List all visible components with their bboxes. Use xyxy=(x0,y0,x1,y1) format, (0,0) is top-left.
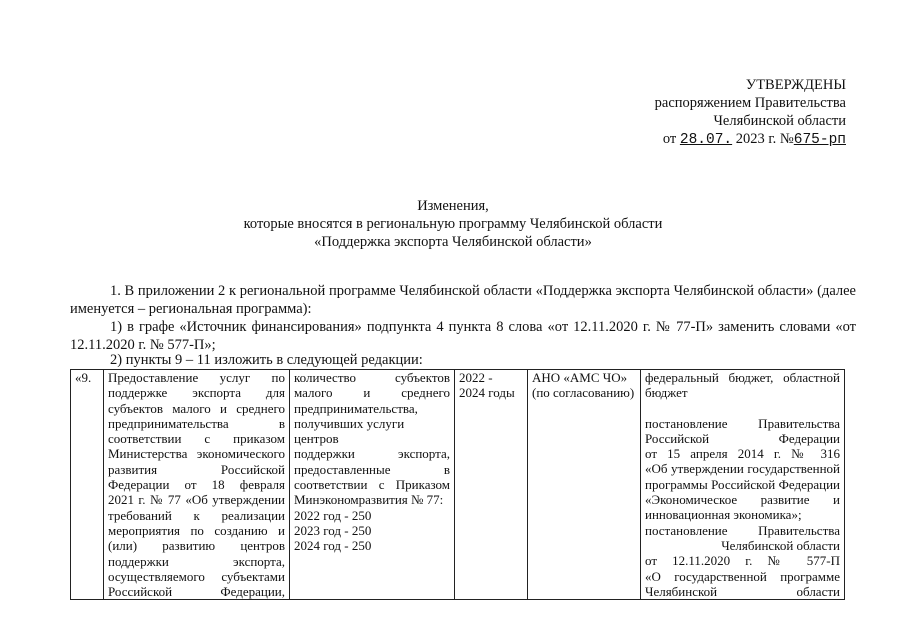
approval-number: 675-рп xyxy=(793,132,846,148)
paragraph-2: 1) в графе «Источник финансирования» подпункта 4 пункта 8 слова «от 12.11.2020 г. № 77-П» заменить словами «от 12.11.2020 г. № 577-П»; xyxy=(70,319,856,353)
document-title xyxy=(0,197,906,251)
approval-line-2: Челябинской области xyxy=(713,113,846,129)
approval-date-prefix: от xyxy=(662,131,677,147)
activity-line: требований к реализации xyxy=(108,507,285,523)
title-line-3: «Поддержка экспорта Челябинской области» xyxy=(314,234,592,250)
legal-line: «Об утверждении государственной xyxy=(645,461,840,477)
indicator-value-2022: 2022 год - 250 xyxy=(294,507,372,523)
approval-heading: УТВЕРЖДЕНЫ xyxy=(745,77,846,93)
title-line-1: Изменения, xyxy=(417,198,489,214)
legal-line: «Экономическое развитие и xyxy=(645,492,840,508)
activity-line: субъектов малого и среднего xyxy=(108,400,285,416)
indicator-line: предоставленные в xyxy=(294,461,450,477)
indicator-value-2024: 2024 год - 250 xyxy=(294,538,372,554)
funding-line: бюджет xyxy=(645,385,688,401)
paragraph-3: 2) пункты 9 – 11 изложить в следующей редакции: xyxy=(110,352,423,368)
legal-line: инновационная экономика»; xyxy=(645,507,802,523)
indicator-value-2023: 2023 год - 250 xyxy=(294,522,372,538)
legal-line: Российской Федерации xyxy=(645,430,840,446)
approval-line-1: распоряжением Правительства xyxy=(654,95,846,111)
activity-line: 2021 г. № 77 «Об утверждении xyxy=(108,492,285,508)
activity-line: Российской Федерации, xyxy=(108,584,285,600)
activity-line: предпринимательства в xyxy=(108,415,285,431)
activity-line: Министерства экономического xyxy=(108,446,285,462)
title-line-2: которые вносятся в региональную программу Челябинской области xyxy=(243,216,663,232)
cell-period xyxy=(455,370,528,600)
program-table xyxy=(70,369,845,600)
legal-line: постановление Правительства xyxy=(645,415,840,431)
item-number: «9. xyxy=(75,370,92,385)
activity-line: соответствии с приказом xyxy=(108,431,285,447)
indicator-line: малого и среднего xyxy=(294,385,450,401)
spacer xyxy=(645,401,840,416)
activity-line: поддержки экспорта, xyxy=(108,553,285,569)
indicator-line: поддержки экспорта, xyxy=(294,446,450,462)
indicator-line: Минэкономразвития № 77: xyxy=(294,492,444,508)
cell-indicator xyxy=(290,370,455,600)
legal-line: от 12.11.2020 г. № 577-П xyxy=(645,553,840,569)
cell-funding-source xyxy=(641,370,845,600)
table-row xyxy=(71,370,845,600)
approval-date-value: 28.07. xyxy=(679,132,733,148)
activity-line: мероприятия по созданию и xyxy=(108,522,285,538)
indicator-line: количество субъектов xyxy=(294,370,450,385)
indicator-line: получивших услуги центров xyxy=(294,415,405,447)
approval-block xyxy=(616,76,846,149)
activity-line: осуществляемого субъектами xyxy=(108,568,285,584)
activity-line: развития Российской xyxy=(108,461,285,477)
legal-line: от 15 апреля 2014 г. № 316 xyxy=(645,446,840,462)
cell-item-number xyxy=(71,370,104,600)
activity-line: поддержке экспорта для xyxy=(108,385,285,401)
cell-executor xyxy=(528,370,641,600)
legal-line: «О государственной программе xyxy=(645,568,840,584)
legal-line: постановление Правительства xyxy=(645,522,840,538)
activity-line: Предоставление услуг по xyxy=(108,370,285,385)
approval-date-line xyxy=(616,130,846,149)
executor-line: АНО «АМС ЧО» xyxy=(532,370,628,385)
activity-line: Федерации от 18 февраля xyxy=(108,477,285,493)
cell-activity xyxy=(104,370,290,600)
period-line: 2022 - xyxy=(459,370,493,385)
activity-line: (или) развитию центров xyxy=(108,538,285,554)
legal-line: Челябинской области xyxy=(721,537,840,553)
approval-date-year: 2023 г. № xyxy=(735,131,794,147)
funding-line: федеральный бюджет, областной xyxy=(645,370,840,385)
paragraph-1: 1. В приложении 2 к региональной программе Челябинской области «Поддержка экспорта Челябинской области» (далее именуется – региональная программа): xyxy=(70,283,856,317)
indicator-line: предпринимательства, xyxy=(294,400,418,416)
legal-line: программы Российской Федерации xyxy=(645,476,840,492)
legal-line: Челябинской области xyxy=(645,583,840,599)
executor-line: (по согласованию) xyxy=(532,385,635,401)
indicator-line: соответствии с Приказом xyxy=(294,477,450,493)
period-line: 2024 годы xyxy=(459,385,515,401)
